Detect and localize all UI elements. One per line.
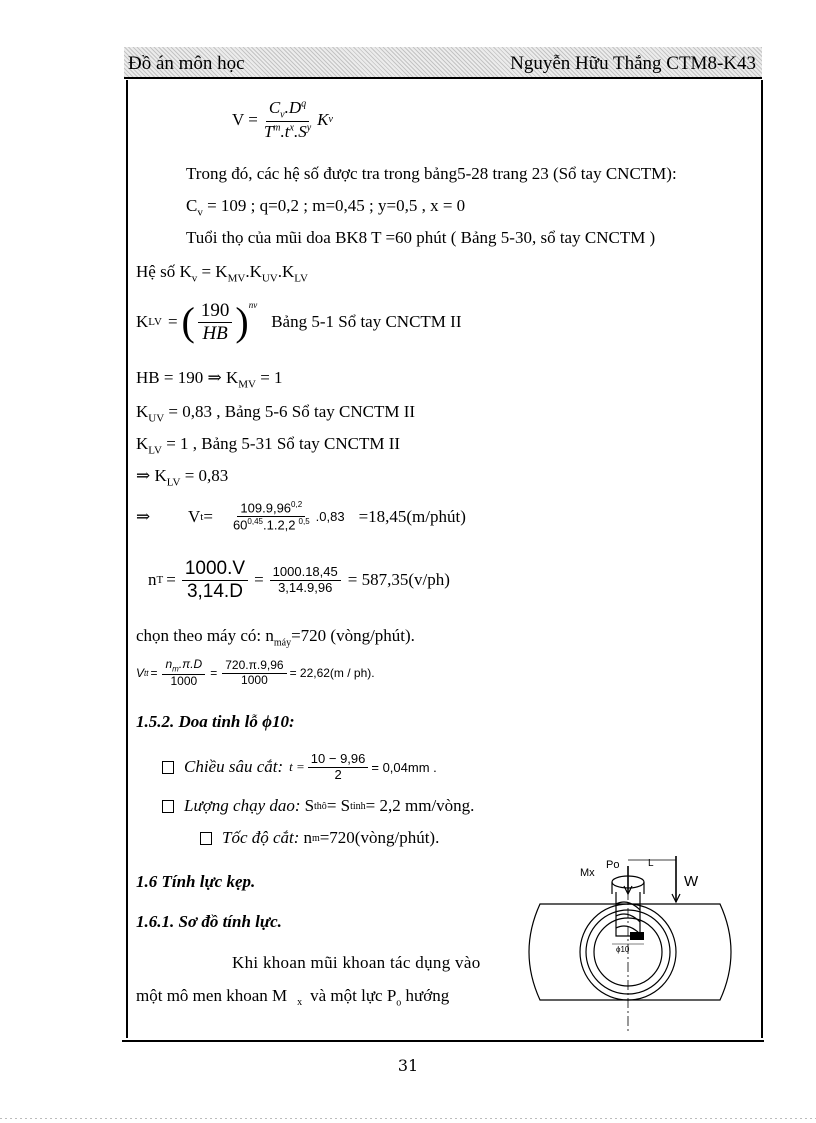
bottom-rule [122, 1040, 764, 1042]
page-header [124, 47, 762, 79]
para-last-2: một mô men khoan M $_x$ và một lực $P_o$ hướng [136, 986, 450, 1009]
item-depth: Chiều sâu cắt: t = $\frac{10 - 9,96}{2}$ = 0,04mm . [162, 752, 437, 783]
formula-v: V = $\frac{C_v.D^q}{T^m.t^x.S^y}$ K v [232, 98, 333, 141]
w-label: W [684, 873, 699, 890]
tool-life-line: Tuổi thọ của mũi doa BK8 T =60 phút ( Bảng 5-30, sổ tay CNCTM ) [186, 228, 656, 247]
nt-formula: n T = $\frac{1000.V}{3,14.D}$ = $\frac{1000.18,45}{3,14.9,96}$ = 587,35(v/ph) [148, 558, 450, 602]
bullet-icon [162, 761, 174, 774]
mx-label: Mx [580, 867, 595, 879]
clamp-block [630, 932, 644, 940]
phi-label: ϕ10 [616, 945, 630, 954]
vtt-formula: V tt = $\frac{n_m.\pi.D}{1000}$ = $\frac{720.\pi.9,96}{1000}$ = 22,62(m / ph). [136, 657, 375, 688]
kv-line: Hệ số $K_v = K_{MV}.K_{UV}.K_{LV}$ [136, 262, 308, 285]
para-last-1: Khi khoan mũi khoan tác dụng vào [232, 953, 481, 972]
section-1-6-1: 1.6.1. Sơ đồ tính lực. [136, 912, 282, 931]
header-left: Đồ án môn học [128, 53, 245, 74]
klv-value-line: $K_{LV} = 1$ , Bảng 5-31 Sổ tay CNCTM II [136, 434, 401, 457]
klv-formula: K LV = ( $\frac{190}{HB}$ ) $^{nv}$ Bảng 5-1 Sổ tay CNCTM II [136, 299, 462, 345]
vt-formula: ⇒ V t = $\frac{109.9,96^{0,2}}{60^{0,45}.1.2,2 ^{0,5}}$ .0,83 =18,45(m/phút) [136, 500, 466, 533]
hb-line: HB = 190 ⇒ $K_{MV} = 1$ [136, 368, 283, 391]
section-1-6: 1.6 Tính lực kẹp. [136, 872, 256, 891]
po-label: Po [606, 859, 620, 871]
item-feed: Lượng chạy dao: S thô = S tinh = 2,2 mm/vòng. [162, 796, 474, 816]
item-speed: Tốc độ cắt: n m =720(vòng/phút). [200, 828, 439, 848]
section-1-5-2: 1.5.2. Doa tinh lỗ ϕ10: [136, 712, 295, 731]
l-label: L [648, 858, 654, 869]
klv-result-line: ⇒ $K_{LV} = 0,83$ [136, 466, 229, 489]
page-number: 31 [397, 1056, 419, 1075]
bullet-icon [200, 832, 212, 845]
force-diagram [520, 852, 742, 1034]
kuv-line: $K_{UV} = 0,83$ , Bảng 5-6 Sổ tay CNCTM II [136, 402, 416, 425]
page-bottom-dots [0, 1118, 816, 1119]
para-coefficients: Trong đó, các hệ số được tra trong bảng5-28 trang 23 (Sổ tay CNCTM): [186, 164, 677, 183]
header-right: Nguyễn Hữu Thắng CTM8-K43 [510, 53, 756, 74]
coef-line: $C_v = 109$ ; q=0,2 ; m=0,45 ; y=0,5 , x = 0 [186, 196, 466, 219]
chon-line: chọn theo máy có: $n_{máy}=720$ (vòng/phút). [136, 626, 415, 649]
bullet-icon [162, 800, 174, 813]
